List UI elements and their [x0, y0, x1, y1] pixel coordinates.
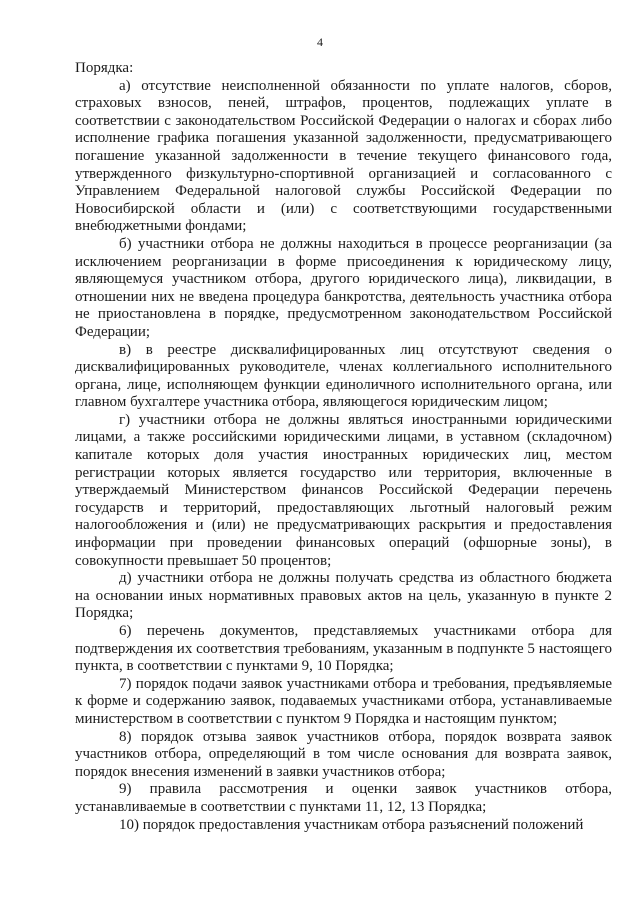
paragraph-item-a: а) отсутствие неисполненной обязанности по уплате налогов, сборов, страховых взносов, пеней, штрафов, процентов, подлежащих уплате в соответствии с законодательством Российской Федерации о налогах и сборах либо исполнение графика погашения указанной задолженности, предусматривающего погашение указанной задолженности в течение текущего финансового года, утвержденного физкультурно-спортивной организацией и согласованного с Управлением Федеральной налоговой службы Российской Федерации по Новосибирской области и (или) с соответствующими государственными внебюджетными фондами; [75, 77, 612, 235]
document-body [75, 60, 612, 834]
paragraph-item-b: б) участники отбора не должны находиться в процессе реорганизации (за исключением реорганизации в форме присоединения к юридическому лицу, являющемуся участником отбора, другого юридического лица), ликвидации, в отношении них не введена процедура банкротства, деятельность участника отбора не приостановлена в порядке, предусмотренном законодательством Российской Федерации; [75, 235, 612, 340]
paragraph-item-9: 9) правила рассмотрения и оценки заявок участников отбора, устанавливаемые в соответствии с пунктами 11, 12, 13 Порядка; [75, 781, 612, 815]
page-number: 4 [317, 35, 323, 49]
paragraph-item-d: д) участники отбора не должны получать средства из областного бюджета на основании иных нормативных правовых актов на цель, указанную в пункте 2 Порядка; [75, 570, 612, 622]
paragraph-item-6: 6) перечень документов, представляемых участниками отбора для подтверждения их соответствия требованиям, указанным в подпункте 5 настоящего пункта, в соответствии с пунктами 9, 10 Порядка; [75, 623, 612, 675]
paragraph-item-8: 8) порядок отзыва заявок участников отбора, порядок возврата заявок участников отбора, определяющий в том числе основания для возврата заявок, порядок внесения изменений в заявки участников отбора; [75, 728, 612, 780]
paragraph-item-g: г) участники отбора не должны являться иностранными юридическими лицами, а также российскими юридическими лицами, в уставном (складочном) капитале которых доля участия иностранных юридических лиц, местом регистрации которых является государство или территория, включенные в утверждаемый Министерством финансов Российской Федерации перечень государств и территорий, предоставляющих льготный налоговый режим налогообложения и (или) не предусматривающих раскрытия и предоставления информации при проведении финансовых операций (офшорные зоны), в совокупности превышает 50 процентов; [75, 411, 612, 569]
paragraph-item-10: 10) порядок предоставления участникам отбора разъяснений положений [119, 816, 584, 833]
paragraph-item-7: 7) порядок подачи заявок участниками отбора и требования, предъявляемые к форме и содержанию заявок, подаваемых участниками отбора, устанавливаемые министерством в соответствии с пунктом 9 Порядка и настоящим пунктом; [75, 675, 612, 727]
paragraph-intro: Порядка: [75, 60, 134, 76]
paragraph-item-v: в) в реестре дисквалифицированных лиц отсутствуют сведения о дисквалифицированных руководителе, членах коллегиального исполнительного органа, лице, исполняющем функции единоличного исполнительного органа, или главном бухгалтере участника отбора, являющегося юридическим лицом; [75, 341, 612, 411]
